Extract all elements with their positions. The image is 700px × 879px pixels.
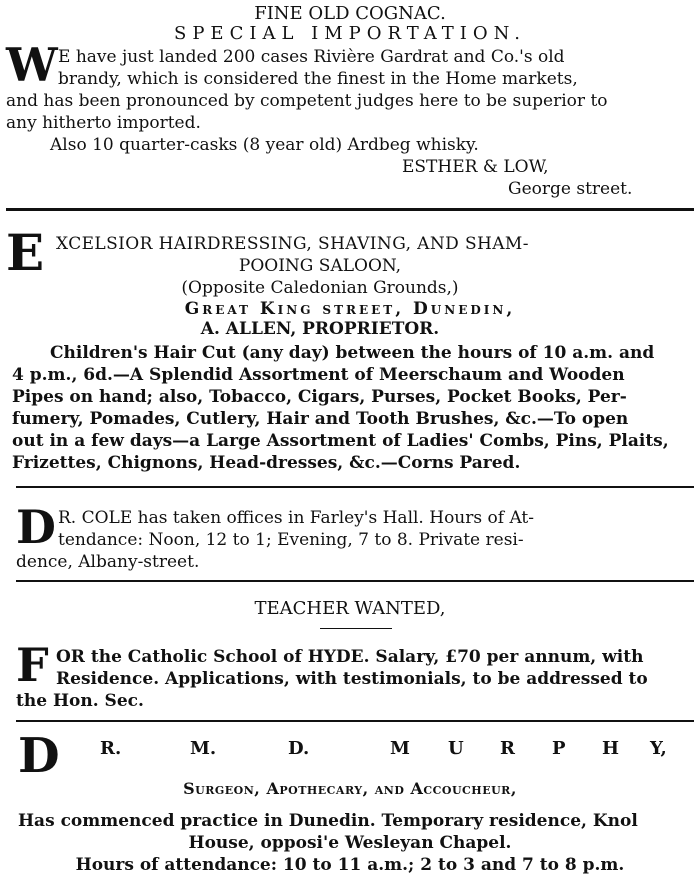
ad-title: TEACHER WANTED, <box>254 598 446 619</box>
name-letter: Y, <box>650 738 667 759</box>
ad-text-line: House, opposi'e Wesleyan Chapel. <box>188 833 512 853</box>
name-letter: U <box>448 738 464 759</box>
ad-text-line: OR the Catholic School of HYDE. Salary, £70 per annum, with <box>56 647 644 667</box>
ad-text-line: 4 p.m., 6d.—A Splendid Assortment of Meerschaum and Wooden <box>12 365 625 385</box>
section-divider <box>16 580 694 582</box>
name-letter: M. <box>190 738 217 759</box>
drop-cap-d: D <box>18 728 60 784</box>
name-letter: M <box>390 738 410 759</box>
ad-text-line: E have just landed 200 cases Rivière Gardrat and Co.'s old <box>58 47 565 67</box>
ad-text-line: and has been pronounced by competent judges here to be superior to <box>6 91 608 111</box>
ad-text-line: Frizettes, Chignons, Head-dresses, &c.—Corns Pared. <box>12 453 521 473</box>
name-letter: R <box>500 738 515 759</box>
drop-cap-e: E <box>6 223 45 282</box>
ad-heading: POOING SALOON, <box>238 256 402 276</box>
ad-text-line: Has commenced practice in Dunedin. Temporary residence, Knol <box>18 811 638 831</box>
ad-text-line: Residence. Applications, with testimonials, to be addressed to <box>56 669 648 689</box>
ad-location: (Opposite Caledonian Grounds,) <box>181 278 459 298</box>
name-letter: P <box>552 738 566 759</box>
short-rule <box>320 628 392 629</box>
ad-text-line: tendance: Noon, 12 to 1; Evening, 7 to 8. Private resi- <box>58 530 524 550</box>
drop-cap-w: W <box>6 38 58 92</box>
ad-profession: Surgeon, Apothecary, and Accoucheur, <box>183 779 517 798</box>
ad-text-line: Also 10 quarter-casks (8 year old) Ardbeg whisky. <box>50 135 479 155</box>
ad-text-line: any hitherto imported. <box>6 113 201 133</box>
drop-cap-d: D <box>16 500 56 554</box>
ad-text-line: Pipes on hand; also, Tobacco, Cigars, Purses, Pocket Books, Per- <box>12 387 627 407</box>
ad-text-line: R. COLE has taken offices in Farley's Hall. Hours of At- <box>58 508 534 528</box>
ad-signature: ESTHER & LOW, <box>402 157 549 177</box>
ad-text-line: dence, Albany-street. <box>16 552 200 572</box>
ad-proprietor: A. ALLEN, PROPRIETOR. <box>200 319 440 339</box>
ad-subtitle: SPECIAL IMPORTATION. <box>173 23 526 44</box>
ad-title: FINE OLD COGNAC. <box>254 3 446 24</box>
ad-address: George street. <box>508 179 633 199</box>
drop-cap-f: F <box>16 638 49 692</box>
ad-text-line: fumery, Pomades, Cutlery, Hair and Tooth Brushes, &c.—To open <box>12 409 629 429</box>
section-divider <box>6 208 694 211</box>
ad-text-line: Children's Hair Cut (any day) between the hours of 10 a.m. and <box>50 343 655 363</box>
ad-text-line: out in a few days—a Large Assortment of Ladies' Combs, Pins, Plaits, <box>12 431 669 451</box>
ad-text-line: brandy, which is considered the finest in the Home markets, <box>58 69 578 89</box>
name-letter: R. <box>100 738 122 759</box>
section-divider <box>16 486 694 488</box>
ad-heading: XCELSIOR HAIRDRESSING, SHAVING, AND SHAM- <box>56 234 529 254</box>
ad-text-line: the Hon. Sec. <box>16 691 144 711</box>
ad-street: Great King street, Dunedin, <box>184 299 516 319</box>
name-letter: D. <box>288 738 310 759</box>
section-divider <box>16 720 694 722</box>
ad-text-line: Hours of attendance: 10 to 11 a.m.; 2 to 3 and 7 to 8 p.m. <box>75 855 625 875</box>
name-letter: H <box>602 738 620 759</box>
